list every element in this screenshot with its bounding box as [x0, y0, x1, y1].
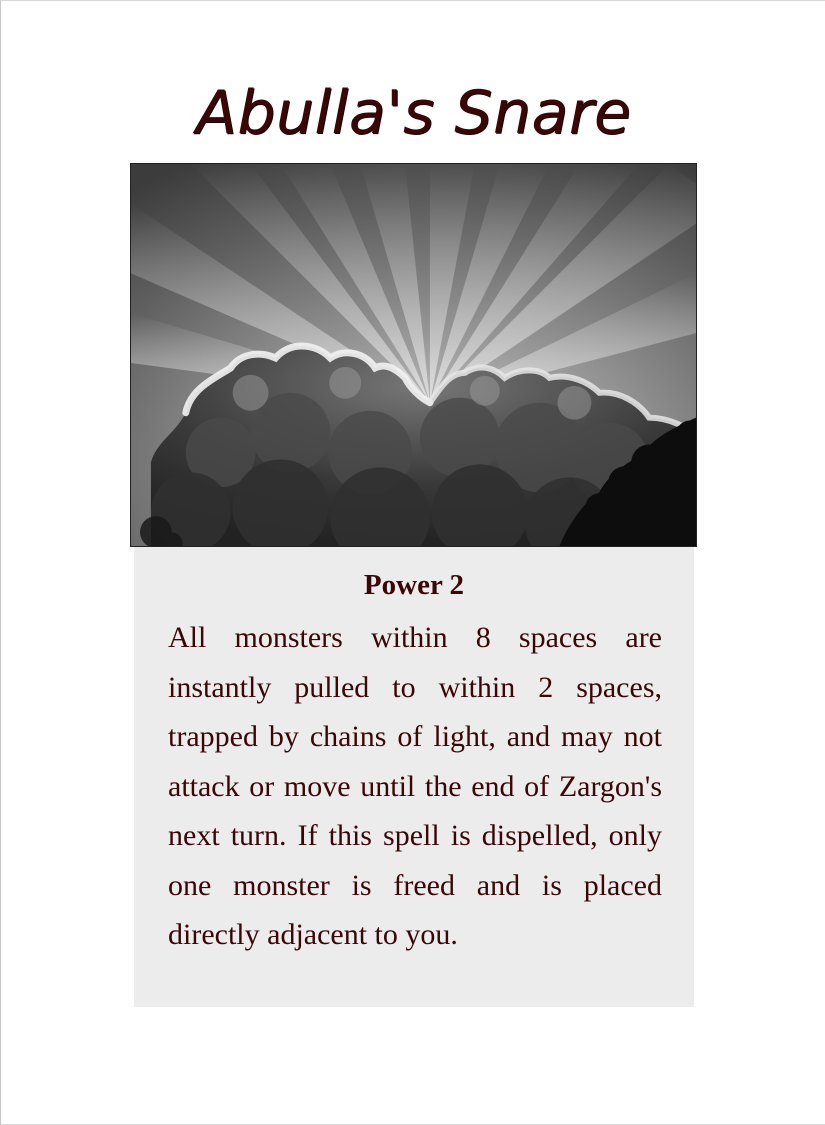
spell-text-panel: [134, 547, 694, 1007]
spell-description: All monsters within 8 spaces are instantly pulled to within 2 spaces, trapped by chains of light, and may not attack or move until the end of Zargon's next turn. If this spell is dispelled, only one monster is freed and is placed directly adjacent to you.: [168, 621, 662, 951]
power-label: Power 2: [363, 569, 465, 601]
card-title: Abulla's Snare: [195, 78, 632, 148]
sun-rays-behind-clouds-image: [130, 163, 697, 547]
